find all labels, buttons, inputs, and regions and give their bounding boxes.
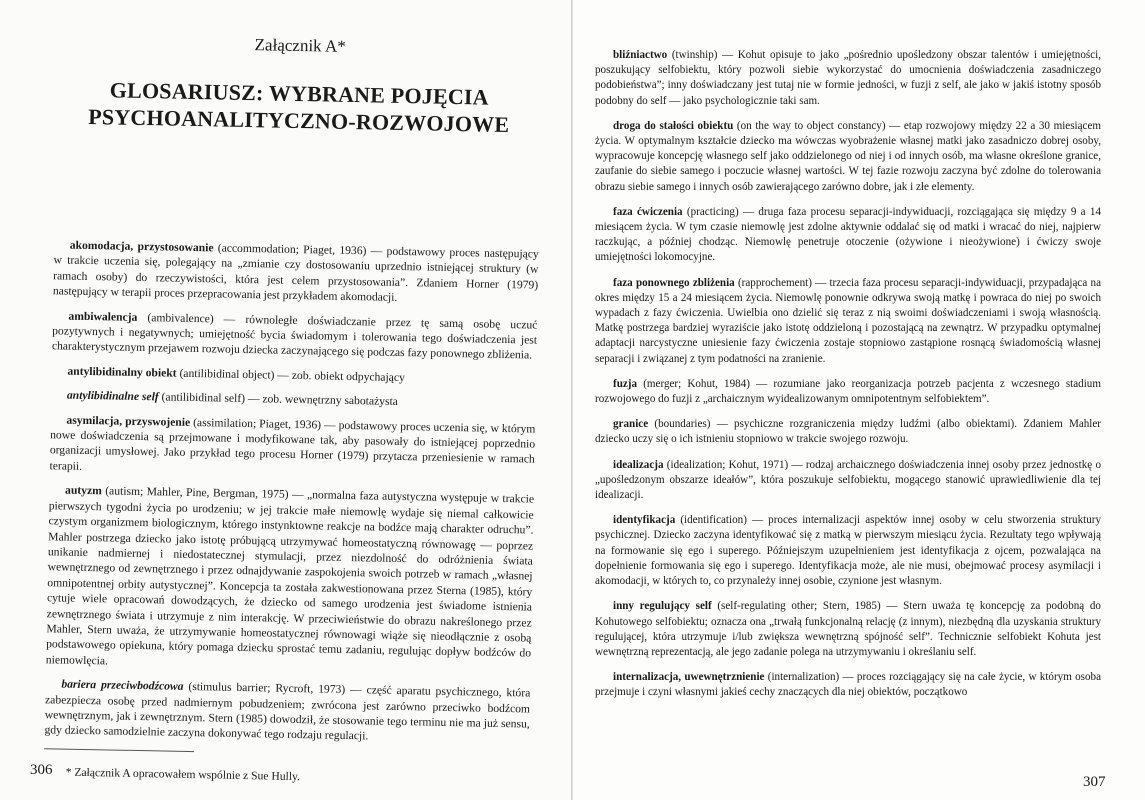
glossary-entry xyxy=(595,48,1101,109)
glossary-entry xyxy=(595,513,1101,589)
entry-term: akomodacja, przystosowanie xyxy=(69,238,214,255)
glossary-entry xyxy=(46,483,534,677)
entry-text: (twinship) — Kohut opisuje to jako „pośrednio upośledzony obszar talentów i umiejętności, poszukujący selfobiektu, który pozwoli siebie wykorzystać do umocnienia doświadczenia zasadniczego podobieństwa”; inny doświadczany jest tutaj nie w formie jedności, w fuzji z self, ale jako w jakiś istotny sposób podobny do self — jako psychologicznie taki sam. xyxy=(595,49,1101,107)
entry-text: (merger; Kohut, 1984) — rozumiane jako reorganizacja potrzeb pacjenta z wczesnego stadium rozwojowego do fuzji z „archaicznym wyidealizowanym omnipotentnym selfobiektem”. xyxy=(595,377,1101,406)
glossary-entry xyxy=(52,308,538,364)
entry-text: (accommodation; Piaget, 1936) — podstawowy proces następujący w trakcie uczenia się, polegający na „zmianie czy dostosowaniu uprzednio istniejącej struktury (w ramach osoby) do rzeczywistości, która jest celem przystosowania”. Zdaniem Horner (1979) następujący w terapii proces przepracowania jest przykładem akomodacji. xyxy=(52,241,539,305)
entry-term: idealizacja xyxy=(613,458,664,471)
entry-text: (identification) — proces internalizacji aspektów innej osoby w celu stworzenia struktury psychicznej. Dziecko zaczyna identyfikować się z matką w pierwszym miesiącu życia. Rezultaty tego wpływają na formowanie się ego i superego. Późniejszym uzupełnieniem jest identyfikacja z ojcem, pozwalająca na dopełnienie formowania się ego i superego. Identyfikacja może, ale nie musi, obejmować procesy asymilacji i akomodacji, w których to, co przynależy innej osobie, czynione jest własnym. xyxy=(595,514,1101,588)
entry-term: faza ponownego zbliżenia xyxy=(613,276,735,289)
entry-term: internalizacja, uwewnętrznienie xyxy=(613,671,765,684)
glossary-entry xyxy=(51,363,536,388)
footnote: * Załącznik A opracowałem wspólnie z Sue Hully. xyxy=(65,765,301,783)
entry-text: (ambivalence) — równoległe doświadczanie przez tę samą osobę uczuć pozytywnych i negatywnych; umiejętność bycia świadomym i tolerowania tego doświadczenia jest charakterystycznym przejawem rozwoju dziecka zaczynającego się podczas fazy ponownego zbliżenia. xyxy=(51,310,538,362)
glossary-title xyxy=(56,75,542,138)
glossary-entry xyxy=(49,412,535,483)
page-number-left: 306 xyxy=(30,762,53,778)
entry-text: (antilibidinal object) — zob. obiekt odpychający xyxy=(176,366,405,384)
glossary-entry xyxy=(595,205,1101,266)
entry-term: droga do stałości obiektu xyxy=(613,119,734,132)
glossary-entry xyxy=(595,670,1101,700)
appendix-label: Załącznik A* xyxy=(254,35,346,56)
footnote-rule xyxy=(44,748,194,752)
entry-text: (stimulus barrier; Rycroft, 1973) — część aparatu psychicznego, która zabezpiecza osobę przed nadmiernym pobudzeniem; zwrócona jest zarówno przeciwko bodźcom wewnętrznym, jak i zewnętrznym. Stern (1985) dowodził, że stosowanie tego terminu nie ma już sensu, gdy dziecko samodzielnie zaczyna dokonywać tego rodzaju regulacji. xyxy=(44,680,531,743)
glossary-entry xyxy=(595,599,1101,660)
entry-text: (boundaries) — psychiczne rozgraniczenia między ludźmi (albo obiektami). Zdaniem Mahler dziecko uczy się o ich istnieniu stopniowo w trakcie swojego rozwoju. xyxy=(595,418,1101,446)
entry-term: antylibidinalne self xyxy=(66,388,159,404)
entry-term: fuzja xyxy=(613,377,638,390)
entry-text: (on the way to object constancy) — etap rozwojowy między 22 a 30 miesiącem życia. W optymalnym kształcie dziecko ma wówczas wyobrażenie własnej matki jako zasadniczo dobrej osoby, wypracowuje koncepcję własnego self jako oddzielonego od niej i od innych osób, ma własne określone granice, zaufanie do siebie samego i poczucie własnej wartości. W tej fazie rozwoju zaczyna być zdolne do tolerowania obrazu siebie samego i innych osób zawierającego zarówno dobre, jak i złe elementy. xyxy=(595,119,1102,193)
entry-term: inny regulujący self xyxy=(613,600,712,613)
entry-text: (idealization; Kohut, 1971) — rodzaj archaicznego doświadczenia innej osoby przez jednostkę o „upośledzonym obszarze ideałów”, która poszukuje selfobiektu, mogącego stanowić uprawiedliwienie dla tej idealizacji. xyxy=(595,458,1101,502)
glossary-entry xyxy=(595,276,1101,367)
right-page-content xyxy=(595,48,1101,711)
entry-term: bliźniactwo xyxy=(613,49,668,61)
title-line-2: PSYCHOANALITYCZNO-ROZWOJOWE xyxy=(88,103,510,138)
entry-term: granice xyxy=(613,418,649,431)
glossary-entry xyxy=(595,458,1101,504)
left-page-content xyxy=(44,25,543,787)
entry-term: bariera przeciwbodźcowa xyxy=(61,677,184,694)
glossary-entry xyxy=(595,119,1101,195)
glossary-entry xyxy=(53,237,539,308)
right-page xyxy=(573,0,1145,800)
left-page xyxy=(0,0,572,800)
entry-text: (assimilation; Piaget, 1936) — podstawowy proces uczenia się, w którym nowe doświadczenia są przejmowane i modyfikowane tak, aby pasowały do istniejącej poprzednio organizacji umysłowej. Jako przykład tego procesu Horner (1979) przytacza przeniesienie w ramach terapii. xyxy=(49,415,536,473)
entry-text: (self-regulating other; Stern, 1985) — Stern uważa tę koncepcję za podobną do Kohutowego selfobiektu; oznacza ona „trwałą funkcjonalną relację (z innym), niezbędną dla uzyskania struktury regulującej, która utrzymuje i/lub zwiększa wewnętrzną spójność self”. Technicznie selfobiekt Kohuta jest wewnętrzną reprezentacją, ale jego zadanie polega na utrzymywaniu i określaniu self. xyxy=(595,600,1101,658)
entry-text: (autism; Mahler, Pine, Bergman, 1975) — „normalna faza autystyczna występuje w trakcie pierwszych tygodni życia po urodzeniu; w jej trakcie małe niemowlę wydaje się niemal całkowicie czystym organizmem biologicznym, którego instynktowne reakcje na bodźce mają charakter odruchu”. Mahler postrzega dziecko jako istotę próbującą utrzymywać homeostatyczną równowagę — poprzez unikanie nadmiernej i niedostatecznej stymulacji, przez niezdolność do odróżnienia świata wewnętrznego od zewnętrznego i przez odnajdywanie zaspokojenia swoich potrzeb w ramach „własnej omnipotentnej orbity autystycznej”. Koncepcja ta została zakwestionowana przez Sterna (1985), który cytuje wiele opracowań dowodzących, że dziecko od samego urodzenia jest świadome istnienia zewnętrznego świata i utrzymuje z nim interakcję. W przeciwieństwie do obrazu nakreślonego przez Mahler, Stern uważa, że utrzymywanie homeostatycznej równowagi wiąże się nieodłącznie z osobą podstawowego opiekuna, który pomaga dziecku sprostać temu zadaniu, regulując dopływ bodźców do niemowlęcia. xyxy=(45,484,535,668)
entry-text: (antilibidinal self) — zob. wewnętrzny sabotażysta xyxy=(158,390,399,409)
entry-text: (practicing) — druga faza procesu separacji-indywiduacji, rozciągająca się między 9 a 14 miesiącem życia. W tym czasie niemowlę jest zdolne aktywnie oddalać się od matki i wracać do niej, najpierw raczkując, a później chodząc. Niemowlę penetruje otoczenie (ożywione i nieożywione) i ćwiczy swoje umiejętności lokomocyjne. xyxy=(595,205,1101,264)
glossary-entry xyxy=(595,377,1101,407)
entry-term: ambiwalencja xyxy=(68,309,138,324)
entry-term: faza ćwiczenia xyxy=(613,205,683,218)
title-line-1: GLOSARIUSZ: WYBRANE POJĘCIA xyxy=(109,77,490,110)
glossary-entry xyxy=(595,417,1101,447)
glossary-entry xyxy=(44,676,530,747)
entry-text: (rapprochement) — trzecia faza procesu separacji-indywiduacji, przypadająca na okres między 15 a 24 miesiącem życia. Niemowlę ponownie odkrywa swoją matkę i powraca do niej po swoich wypadach z fazy ćwiczenia. Uwielbia ono dzielić się teraz z nią swoimi doświadczeniami i swoją własnością. Matkę postrzega bardziej wyraziście jako istotę oddzieloną i pozostającą na zewnątrz. W przypadku optymalnej adaptacji narcystyczne uniesienie fazy ćwiczenia zostaje stopniowo zastąpione rosnącą świadomością własnej separacji i związanej z tym podatności na zranienie. xyxy=(595,276,1101,365)
glossary-entry xyxy=(51,388,536,413)
entry-term: autyzm xyxy=(64,483,102,498)
entry-term: asymilacja, przyswojenie xyxy=(66,413,191,429)
entry-term: identyfikacja xyxy=(613,514,676,527)
entry-term: antylibidinalny obiekt xyxy=(67,364,177,380)
page-number-right: 307 xyxy=(1083,774,1106,790)
entry-text: (internalization) — proces rozciągający się na całe życie, w którym osoba przejmuje i czyni własnymi jakieś cechy znaczących dla niej obiektów, początkowo xyxy=(595,671,1101,699)
